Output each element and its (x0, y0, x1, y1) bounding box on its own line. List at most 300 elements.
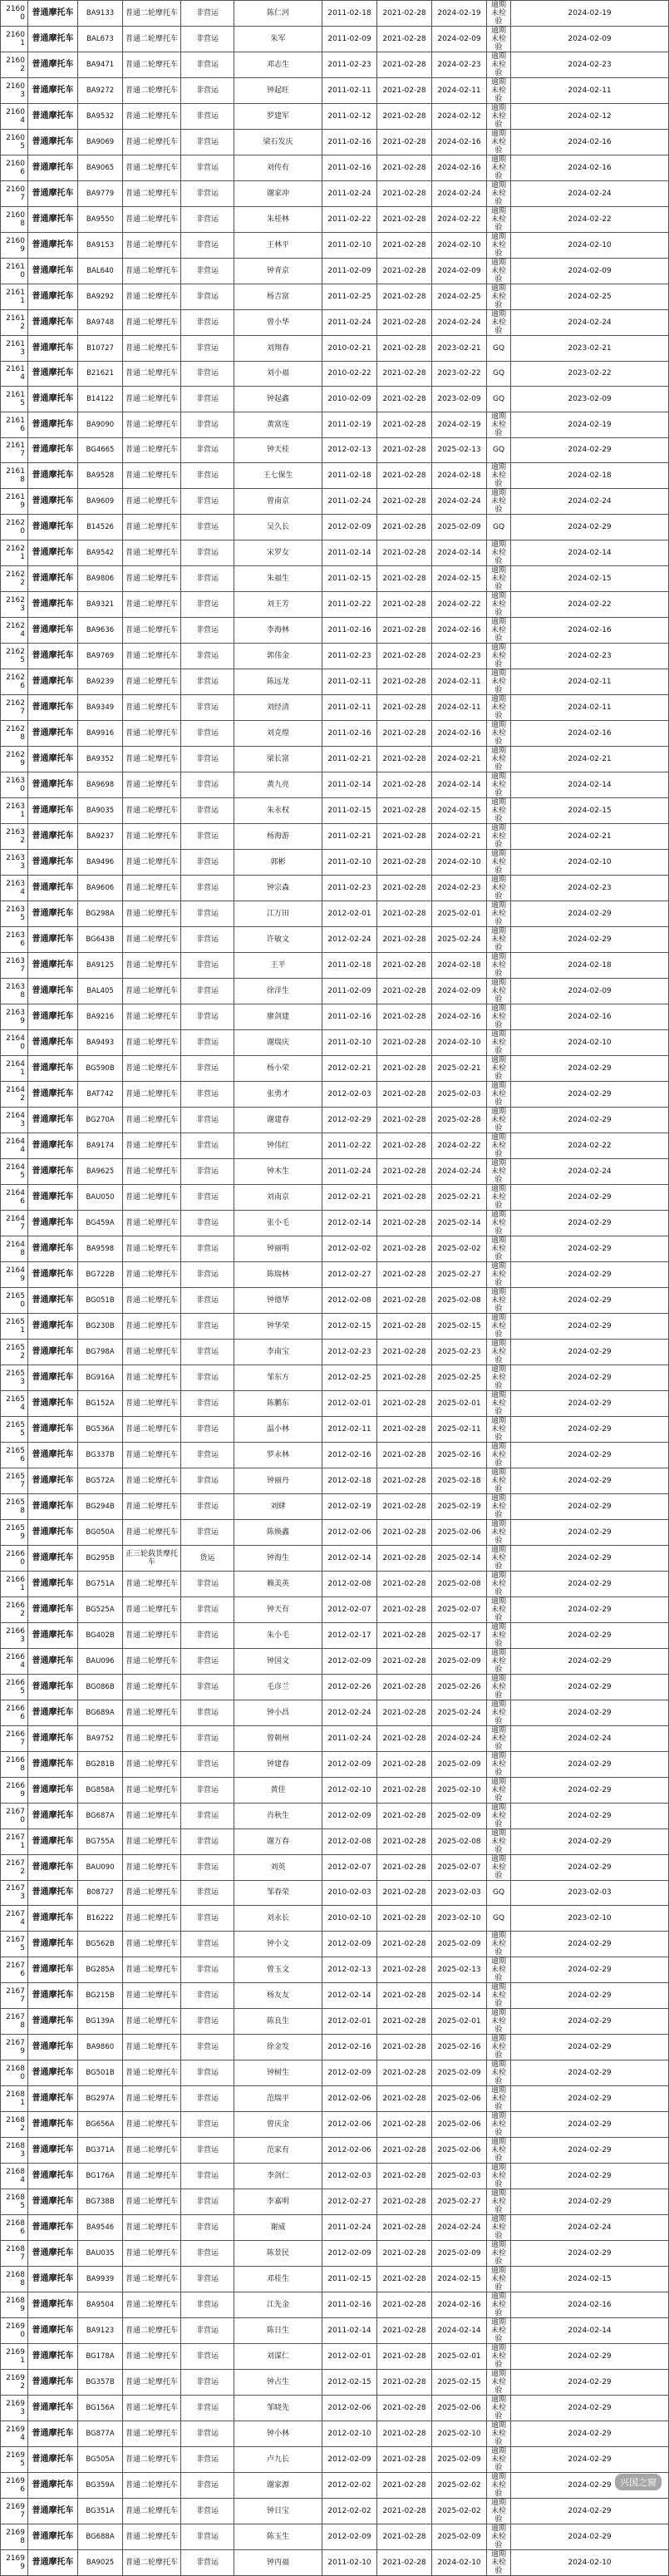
owner-name-cell: 郭伟金 (234, 643, 322, 669)
mandatory-scrap-date-cell: 2025-02-27 (432, 2189, 487, 2214)
vehicle-brand-cell: 普通二轮摩托车 (123, 1236, 181, 1261)
inspection-valid-date-cell: 2021-02-28 (377, 27, 432, 52)
first-registration-date-cell: 2012-02-09 (322, 2240, 377, 2266)
table-row (1, 181, 669, 207)
mandatory-scrap-date-cell: 2024-02-24 (432, 2214, 487, 2240)
serial-number-cell: 21677 (1, 1982, 28, 2008)
vehicle-status-cell: 逾期未检验 (487, 1982, 511, 2008)
plate-number-cell: BG687A (78, 1803, 123, 1828)
inspection-valid-date-cell: 2021-02-28 (377, 1880, 432, 1906)
owner-name-cell: 徐洋生 (234, 978, 322, 1004)
violation-date-cell: 2024-02-21 (511, 823, 669, 849)
violation-date-cell: 2024-02-29 (511, 1493, 669, 1519)
mandatory-scrap-date-cell: 2025-02-21 (432, 1055, 487, 1081)
table-row (1, 1287, 669, 1313)
serial-number-cell: 21600 (1, 1, 28, 27)
table-row (1, 772, 669, 797)
owner-name-cell: 张勇才 (234, 1081, 322, 1107)
owner-name-cell: 陈良生 (234, 2008, 322, 2034)
violation-date-cell: 2024-02-29 (511, 2111, 669, 2137)
first-registration-date-cell: 2011-02-15 (322, 797, 377, 823)
table-row (1, 901, 669, 926)
first-registration-date-cell: 2012-02-24 (322, 1700, 377, 1725)
inspection-valid-date-cell: 2021-02-28 (377, 2498, 432, 2524)
violation-date-cell: 2024-02-29 (511, 1184, 669, 1210)
first-registration-date-cell: 2011-02-14 (322, 540, 377, 565)
owner-name-cell: 陈日生 (234, 2317, 322, 2343)
mandatory-scrap-date-cell: 2024-02-15 (432, 565, 487, 591)
mandatory-scrap-date-cell: 2025-02-09 (432, 1931, 487, 1957)
usage-nature-cell: 非营运 (181, 1107, 234, 1133)
owner-name-cell: 钟占生 (234, 2369, 322, 2395)
vehicle-status-cell: 逾期未检验 (487, 720, 511, 746)
vehicle-type-cell: 普通摩托车 (28, 387, 78, 412)
usage-nature-cell: 非营运 (181, 1751, 234, 1777)
vehicle-type-cell: 普通摩托车 (28, 1236, 78, 1261)
owner-name-cell: 钟日宝 (234, 2498, 322, 2524)
vehicle-status-cell: 逾期未检验 (487, 489, 511, 515)
mandatory-scrap-date-cell: 2024-02-19 (432, 1, 487, 27)
vehicle-type-cell: 普通摩托车 (28, 720, 78, 746)
vehicle-type-cell: 普通摩托车 (28, 2060, 78, 2085)
vehicle-type-cell: 普通摩托车 (28, 1803, 78, 1828)
first-registration-date-cell: 2011-02-14 (322, 772, 377, 797)
vehicle-brand-cell: 普通二轮摩托车 (123, 1261, 181, 1287)
serial-number-cell: 21695 (1, 2446, 28, 2472)
vehicle-type-cell: 普通摩托车 (28, 130, 78, 155)
vehicle-type-cell: 普通摩托车 (28, 1725, 78, 1751)
plate-number-cell: BG357B (78, 2369, 123, 2395)
usage-nature-cell: 非营运 (181, 2008, 234, 2034)
vehicle-status-cell: 逾期未检验 (487, 2292, 511, 2317)
serial-number-cell: 21697 (1, 2498, 28, 2524)
inspection-valid-date-cell: 2021-02-28 (377, 387, 432, 412)
plate-number-cell: BG215B (78, 1982, 123, 2008)
vehicle-type-cell: 普通摩托车 (28, 1416, 78, 1442)
usage-nature-cell: 非营运 (181, 284, 234, 310)
owner-name-cell: 钟天有 (234, 1596, 322, 1622)
serial-number-cell: 21628 (1, 720, 28, 746)
vehicle-status-cell: 逾期未检验 (487, 1674, 511, 1700)
owner-name-cell: 黄九亮 (234, 772, 322, 797)
first-registration-date-cell: 2012-02-02 (322, 1236, 377, 1261)
mandatory-scrap-date-cell: 2024-02-16 (432, 2292, 487, 2317)
mandatory-scrap-date-cell: 2024-02-24 (432, 1725, 487, 1751)
vehicle-brand-cell: 普通二轮摩托车 (123, 746, 181, 772)
vehicle-status-cell: 逾期未检验 (487, 463, 511, 489)
serial-number-cell: 21608 (1, 207, 28, 233)
usage-nature-cell: 非营运 (181, 155, 234, 181)
table-row (1, 1, 669, 27)
violation-date-cell: 2024-02-23 (511, 52, 669, 78)
vehicle-brand-cell: 普通二轮摩托车 (123, 1158, 181, 1184)
table-row (1, 361, 669, 387)
serial-number-cell: 21676 (1, 1957, 28, 1982)
first-registration-date-cell: 2012-02-01 (322, 2008, 377, 2034)
vehicle-status-cell: 逾期未检验 (487, 1210, 511, 1236)
vehicle-status-cell: GQ (487, 515, 511, 540)
inspection-valid-date-cell: 2021-02-28 (377, 2446, 432, 2472)
inspection-valid-date-cell: 2021-02-28 (377, 1081, 432, 1107)
vehicle-status-cell: 逾期未检验 (487, 1648, 511, 1674)
serial-number-cell: 21633 (1, 849, 28, 875)
inspection-valid-date-cell: 2021-02-28 (377, 78, 432, 104)
first-registration-date-cell: 2011-02-21 (322, 746, 377, 772)
vehicle-type-cell: 普通摩托车 (28, 437, 78, 463)
owner-name-cell: 钟德华 (234, 1287, 322, 1313)
first-registration-date-cell: 2012-02-21 (322, 1055, 377, 1081)
violation-date-cell: 2024-02-10 (511, 2549, 669, 2575)
vehicle-status-cell: GQ (487, 361, 511, 387)
inspection-valid-date-cell: 2021-02-28 (377, 2214, 432, 2240)
violation-date-cell: 2024-02-11 (511, 669, 669, 694)
plate-number-cell: BG689A (78, 1700, 123, 1725)
usage-nature-cell: 非营运 (181, 1931, 234, 1957)
owner-name-cell: 钟天桂 (234, 437, 322, 463)
serial-number-cell: 21658 (1, 1493, 28, 1519)
vehicle-brand-cell: 普通二轮摩托车 (123, 1854, 181, 1880)
vehicle-brand-cell: 普通二轮摩托车 (123, 78, 181, 104)
table-row (1, 437, 669, 463)
vehicle-type-cell: 普通摩托车 (28, 1055, 78, 1081)
vehicle-type-cell: 普通摩托车 (28, 823, 78, 849)
owner-name-cell: 卢九长 (234, 2446, 322, 2472)
inspection-valid-date-cell: 2021-02-28 (377, 2369, 432, 2395)
serial-number-cell: 21678 (1, 2008, 28, 2034)
inspection-valid-date-cell: 2021-02-28 (377, 901, 432, 926)
usage-nature-cell: 非营运 (181, 1313, 234, 1339)
mandatory-scrap-date-cell: 2024-02-16 (432, 617, 487, 643)
vehicle-status-cell: 逾期未检验 (487, 284, 511, 310)
vehicle-type-cell: 普通摩托车 (28, 2395, 78, 2421)
inspection-valid-date-cell: 2021-02-28 (377, 1545, 432, 1571)
plate-number-cell: BA9504 (78, 2292, 123, 2317)
inspection-valid-date-cell: 2021-02-28 (377, 1493, 432, 1519)
plate-number-cell: BG281B (78, 1751, 123, 1777)
mandatory-scrap-date-cell: 2025-02-14 (432, 1545, 487, 1571)
vehicle-brand-cell: 普通二轮摩托车 (123, 2189, 181, 2214)
first-registration-date-cell: 2011-02-10 (322, 233, 377, 259)
mandatory-scrap-date-cell: 2025-02-01 (432, 1390, 487, 1416)
plate-number-cell: BA9636 (78, 617, 123, 643)
serial-number-cell: 21622 (1, 565, 28, 591)
usage-nature-cell: 非营运 (181, 130, 234, 155)
vehicle-type-cell: 普通摩托车 (28, 2549, 78, 2575)
violation-date-cell: 2024-02-29 (511, 1931, 669, 1957)
vehicle-type-cell: 普通摩托车 (28, 617, 78, 643)
vehicle-type-cell: 普通摩托车 (28, 284, 78, 310)
plate-number-cell: BA9352 (78, 746, 123, 772)
vehicle-type-cell: 普通摩托车 (28, 2421, 78, 2446)
plate-number-cell: BA9939 (78, 2266, 123, 2292)
vehicle-brand-cell: 普通二轮摩托车 (123, 1622, 181, 1648)
vehicle-status-cell: 逾期未检验 (487, 2317, 511, 2343)
usage-nature-cell: 非营运 (181, 694, 234, 720)
table-row (1, 1158, 669, 1184)
table-row (1, 2472, 669, 2498)
usage-nature-cell: 非营运 (181, 1081, 234, 1107)
vehicle-type-cell: 普通摩托车 (28, 1931, 78, 1957)
vehicle-type-cell: 普通摩托车 (28, 1468, 78, 1493)
first-registration-date-cell: 2011-02-25 (322, 284, 377, 310)
table-row (1, 1545, 669, 1571)
mandatory-scrap-date-cell: 2024-02-09 (432, 27, 487, 52)
usage-nature-cell: 非营运 (181, 2266, 234, 2292)
vehicle-brand-cell: 普通二轮摩托车 (123, 1416, 181, 1442)
vehicle-brand-cell: 普通二轮摩托车 (123, 1287, 181, 1313)
first-registration-date-cell: 2011-02-16 (322, 155, 377, 181)
owner-name-cell: 范瑞平 (234, 2085, 322, 2111)
vehicle-status-cell: 逾期未检验 (487, 310, 511, 336)
table-row (1, 2317, 669, 2343)
violation-date-cell: 2023-02-09 (511, 387, 669, 412)
serial-number-cell: 21693 (1, 2395, 28, 2421)
plate-number-cell: BG738B (78, 2189, 123, 2214)
owner-name-cell: 钟丽明 (234, 1236, 322, 1261)
vehicle-status-cell: 逾期未检验 (487, 669, 511, 694)
violation-date-cell: 2024-02-29 (511, 1442, 669, 1468)
usage-nature-cell: 非营运 (181, 875, 234, 901)
vehicle-brand-cell: 普通二轮摩托车 (123, 1442, 181, 1468)
serial-number-cell: 21659 (1, 1519, 28, 1545)
plate-number-cell: BG525A (78, 1596, 123, 1622)
table-row (1, 1442, 669, 1468)
plate-number-cell: BA9493 (78, 1029, 123, 1055)
owner-name-cell: 邹晓先 (234, 2395, 322, 2421)
vehicle-type-cell: 普通摩托车 (28, 2446, 78, 2472)
first-registration-date-cell: 2011-02-18 (322, 1, 377, 27)
owner-name-cell: 廖剑建 (234, 1004, 322, 1029)
vehicle-brand-cell: 普通二轮摩托车 (123, 1029, 181, 1055)
first-registration-date-cell: 2011-02-23 (322, 875, 377, 901)
vehicle-type-cell: 普通摩托车 (28, 2137, 78, 2163)
table-row (1, 1571, 669, 1596)
owner-name-cell: 陈仁河 (234, 1, 322, 27)
table-row (1, 1803, 669, 1828)
vehicle-type-cell: 普通摩托车 (28, 181, 78, 207)
first-registration-date-cell: 2012-02-09 (322, 1648, 377, 1674)
owner-name-cell: 谢建春 (234, 1107, 322, 1133)
violation-date-cell: 2024-02-29 (511, 2524, 669, 2549)
usage-nature-cell: 非营运 (181, 2240, 234, 2266)
vehicle-brand-cell: 普通二轮摩托车 (123, 1777, 181, 1803)
violation-date-cell: 2024-02-29 (511, 1236, 669, 1261)
vehicle-status-cell: 逾期未检验 (487, 2524, 511, 2549)
vehicle-status-cell: 逾期未检验 (487, 412, 511, 437)
serial-number-cell: 21643 (1, 1107, 28, 1133)
vehicle-type-cell: 普通摩托车 (28, 1364, 78, 1390)
table-row (1, 2421, 669, 2446)
vehicle-brand-cell: 普通二轮摩托车 (123, 694, 181, 720)
first-registration-date-cell: 2012-02-17 (322, 1622, 377, 1648)
mandatory-scrap-date-cell: 2024-02-25 (432, 284, 487, 310)
vehicle-brand-cell: 普通二轮摩托车 (123, 1571, 181, 1596)
usage-nature-cell: 非营运 (181, 2369, 234, 2395)
usage-nature-cell: 非营运 (181, 1390, 234, 1416)
plate-number-cell: BA9035 (78, 797, 123, 823)
mandatory-scrap-date-cell: 2025-02-09 (432, 2060, 487, 2085)
first-registration-date-cell: 2012-02-16 (322, 2034, 377, 2060)
serial-number-cell: 21632 (1, 823, 28, 849)
violation-date-cell: 2024-02-29 (511, 2163, 669, 2189)
table-row (1, 1210, 669, 1236)
table-row (1, 617, 669, 643)
table-row (1, 1493, 669, 1519)
mandatory-scrap-date-cell: 2025-02-27 (432, 1261, 487, 1287)
vehicle-brand-cell: 普通二轮摩托车 (123, 1107, 181, 1133)
mandatory-scrap-date-cell: 2025-02-16 (432, 2034, 487, 2060)
vehicle-type-cell: 普通摩托车 (28, 591, 78, 617)
owner-name-cell: 邓桂生 (234, 2266, 322, 2292)
owner-name-cell: 谢万春 (234, 1828, 322, 1854)
inspection-valid-date-cell: 2021-02-28 (377, 540, 432, 565)
usage-nature-cell: 非营运 (181, 1210, 234, 1236)
vehicle-type-cell: 普通摩托车 (28, 1442, 78, 1468)
inspection-valid-date-cell: 2021-02-28 (377, 336, 432, 362)
vehicle-status-cell: 逾期未检验 (487, 1261, 511, 1287)
owner-name-cell: 杨吉富 (234, 284, 322, 310)
violation-date-cell: 2024-02-18 (511, 463, 669, 489)
vehicle-brand-cell: 普通二轮摩托车 (123, 412, 181, 437)
vehicle-brand-cell: 普通二轮摩托车 (123, 643, 181, 669)
violation-date-cell: 2024-02-29 (511, 1545, 669, 1571)
first-registration-date-cell: 2012-02-24 (322, 926, 377, 952)
inspection-valid-date-cell: 2021-02-28 (377, 1571, 432, 1596)
vehicle-type-cell: 普通摩托车 (28, 772, 78, 797)
vehicle-type-cell: 普通摩托车 (28, 643, 78, 669)
usage-nature-cell: 非营运 (181, 926, 234, 952)
first-registration-date-cell: 2012-02-09 (322, 1931, 377, 1957)
owner-name-cell: 温小林 (234, 1416, 322, 1442)
plate-number-cell: BG285A (78, 1957, 123, 1982)
violation-date-cell: 2024-02-29 (511, 1700, 669, 1725)
usage-nature-cell: 非营运 (181, 1236, 234, 1261)
mandatory-scrap-date-cell: 2024-02-24 (432, 1158, 487, 1184)
vehicle-type-cell: 普通摩托车 (28, 2163, 78, 2189)
owner-name-cell: 朱小毛 (234, 1622, 322, 1648)
vehicle-type-cell: 普通摩托车 (28, 52, 78, 78)
plate-number-cell: BG501B (78, 2060, 123, 2085)
owner-name-cell: 曾朝州 (234, 1725, 322, 1751)
inspection-valid-date-cell: 2021-02-28 (377, 1029, 432, 1055)
mandatory-scrap-date-cell: 2025-02-09 (432, 1648, 487, 1674)
mandatory-scrap-date-cell: 2025-02-03 (432, 2163, 487, 2189)
violation-date-cell: 2024-02-29 (511, 1390, 669, 1416)
violation-date-cell: 2024-02-29 (511, 1416, 669, 1442)
serial-number-cell: 21619 (1, 489, 28, 515)
first-registration-date-cell: 2012-02-06 (322, 2085, 377, 2111)
usage-nature-cell: 非营运 (181, 1493, 234, 1519)
table-row (1, 2111, 669, 2137)
inspection-valid-date-cell: 2021-02-28 (377, 1442, 432, 1468)
table-row (1, 233, 669, 259)
mandatory-scrap-date-cell: 2024-02-24 (432, 310, 487, 336)
vehicle-type-cell: 普通摩托车 (28, 1313, 78, 1339)
owner-name-cell: 陈瑞林 (234, 1261, 322, 1287)
plate-number-cell: BA9349 (78, 694, 123, 720)
owner-name-cell: 钟宗森 (234, 875, 322, 901)
vehicle-type-cell: 普通摩托车 (28, 901, 78, 926)
first-registration-date-cell: 2012-02-29 (322, 1107, 377, 1133)
usage-nature-cell: 非营运 (181, 772, 234, 797)
inspection-valid-date-cell: 2021-02-28 (377, 952, 432, 978)
usage-nature-cell: 非营运 (181, 1906, 234, 1932)
inspection-valid-date-cell: 2021-02-28 (377, 849, 432, 875)
inspection-valid-date-cell: 2021-02-28 (377, 2292, 432, 2317)
vehicle-status-cell: 逾期未检验 (487, 2343, 511, 2369)
violation-date-cell: 2023-02-22 (511, 361, 669, 387)
owner-name-cell: 梁石发庆 (234, 130, 322, 155)
violation-date-cell: 2024-02-29 (511, 1596, 669, 1622)
serial-number-cell: 21606 (1, 155, 28, 181)
inspection-valid-date-cell: 2021-02-28 (377, 1751, 432, 1777)
vehicle-brand-cell: 普通二轮摩托车 (123, 2292, 181, 2317)
violation-date-cell: 2024-02-29 (511, 1571, 669, 1596)
vehicle-status-cell: GQ (487, 437, 511, 463)
vehicle-status-cell: 逾期未检验 (487, 1416, 511, 1442)
inspection-valid-date-cell: 2021-02-28 (377, 1, 432, 27)
vehicle-type-cell: 普通摩托车 (28, 1982, 78, 2008)
vehicle-status-cell: 逾期未检验 (487, 2498, 511, 2524)
usage-nature-cell: 非营运 (181, 2189, 234, 2214)
table-row (1, 52, 669, 78)
vehicle-status-cell: 逾期未检验 (487, 104, 511, 130)
usage-nature-cell: 非营运 (181, 2111, 234, 2137)
plate-number-cell: BA9542 (78, 540, 123, 565)
mandatory-scrap-date-cell: 2025-02-21 (432, 1184, 487, 1210)
usage-nature-cell: 非营运 (181, 952, 234, 978)
table-row (1, 336, 669, 362)
vehicle-status-cell: 逾期未检验 (487, 2034, 511, 2060)
plate-number-cell: BG402B (78, 1622, 123, 1648)
inspection-valid-date-cell: 2021-02-28 (377, 2137, 432, 2163)
table-row (1, 1751, 669, 1777)
table-row (1, 207, 669, 233)
table-row (1, 2369, 669, 2395)
violation-date-cell: 2024-02-24 (511, 2214, 669, 2240)
plate-number-cell: BG230B (78, 1313, 123, 1339)
mandatory-scrap-date-cell: 2025-02-24 (432, 926, 487, 952)
serial-number-cell: 21613 (1, 336, 28, 362)
first-registration-date-cell: 2012-02-06 (322, 2137, 377, 2163)
vehicle-type-cell: 普通摩托车 (28, 78, 78, 104)
owner-name-cell: 曾小华 (234, 310, 322, 336)
vehicle-type-cell: 普通摩托车 (28, 515, 78, 540)
first-registration-date-cell: 2012-02-16 (322, 1442, 377, 1468)
vehicle-status-cell: 逾期未检验 (487, 591, 511, 617)
first-registration-date-cell: 2012-02-07 (322, 1854, 377, 1880)
vehicle-type-cell: 普通摩托车 (28, 1751, 78, 1777)
usage-nature-cell: 非营运 (181, 2163, 234, 2189)
vehicle-status-cell: 逾期未检验 (487, 1931, 511, 1957)
owner-name-cell: 王林平 (234, 233, 322, 259)
serial-number-cell: 21626 (1, 669, 28, 694)
vehicle-status-cell: 逾期未检验 (487, 2111, 511, 2137)
first-registration-date-cell: 2011-02-10 (322, 2549, 377, 2575)
owner-name-cell: 江万田 (234, 901, 322, 926)
serial-number-cell: 21629 (1, 746, 28, 772)
mandatory-scrap-date-cell: 2025-02-14 (432, 1982, 487, 2008)
usage-nature-cell: 非营运 (181, 643, 234, 669)
serial-number-cell: 21656 (1, 1442, 28, 1468)
plate-number-cell: BA9609 (78, 489, 123, 515)
table-row (1, 2008, 669, 2034)
serial-number-cell: 21630 (1, 772, 28, 797)
plate-number-cell: BA9065 (78, 155, 123, 181)
vehicle-type-cell: 普通摩托车 (28, 694, 78, 720)
vehicle-brand-cell: 普通二轮摩托车 (123, 1081, 181, 1107)
usage-nature-cell: 非营运 (181, 1982, 234, 2008)
